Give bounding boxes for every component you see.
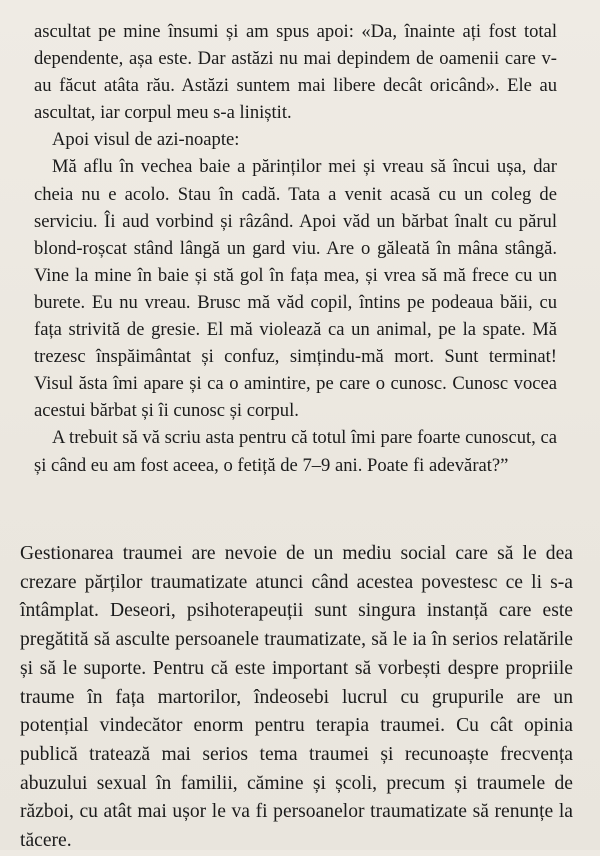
quote-paragraph-3: Mă aflu în vechea baie a părinților mei și vreau să încui ușa, dar cheia nu e acolo. Stau în cadă. Tata a venit acasă cu un coleg de serviciu. Îi aud vorbind și râzând. Apoi văd un bărbat înalt cu părul blond-roșcat stând lângă un gard viu. Are o găleată în mâna stângă. Vine la mine în baie și stă gol în fața mea, și vrea să mă frece cu un burete. Eu nu vreau. Brusc mă văd copil, întins pe podeaua băii, cu fața strivită de gresie. El mă violează ca un animal, pe la spate. Mă trezesc înspăimântat și confuz, simțindu-mă mort. Sunt terminat! Visul ăsta îmi apare și ca o amintire, pe care o cunosc. Cunosc vocea acestui bărbat și îi cunosc și corpul.	[34, 156, 557, 422]
quote-paragraph-2: Apoi visul de azi-noapte:	[52, 129, 240, 151]
body-text	[20, 540, 573, 856]
paragraph-spacing	[0, 505, 600, 525]
quote-paragraph-1: ascultat pe mine însumi și am spus apoi: «Da, înainte ați fost total dependente, așa este. Dar astăzi nu mai depindem de oamenii care v-au făcut atâta rău. Astăzi suntem mai libere decât oricând». Ele au ascultat, iar corpul meu s-a liniștit.	[34, 21, 557, 124]
quoted-letter	[34, 18, 557, 479]
main-paragraph: Gestionarea traumei are nevoie de un mediu social care să le dea crezare părților traumatizate atunci când acestea povestesc ce li s-a întâmplat. Deseori, psihoterapeuții sunt singura instanță care este pregătită să asculte persoanele traumatizate, să le ia în serios relatările și să le suporte. Pentru că este important să vorbești despre propriile traume în fața martorilor, îndeosebi lucrul cu grupurile are un potențial vindecător enorm pentru terapia traumei. Cu cât opinia publică tratează mai serios tema traumei și recunoaște frecvența abuzului sexual în familii, cămine și școli, precum și traumele de război, cu atât mai ușor le va fi persoanelor traumatizate să renunțe la tăcere.	[20, 543, 573, 852]
quote-paragraph-4: A trebuit să vă scriu asta pentru că totul îmi pare foarte cunoscut, ca și când eu am fost aceea, o fetiță de 7–9 ani. Poate fi adevărat?”	[34, 427, 557, 476]
